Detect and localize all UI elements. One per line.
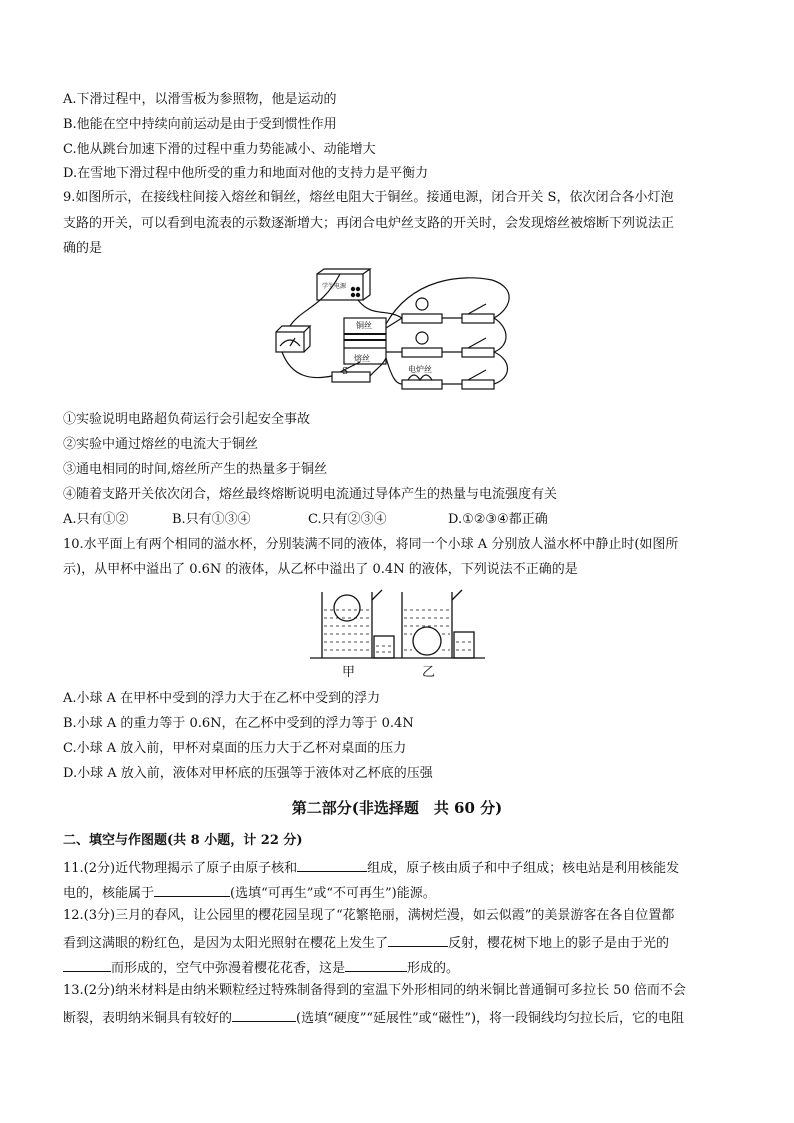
q9-statement-3: ③通电相同的时间,熔丝所产生的热量多于铜丝: [63, 462, 328, 477]
q10-cups-figure: [310, 586, 485, 682]
q10-stem-line2: 示)，从甲杯中溢出了 0.6N 的液体，从乙杯中溢出了 0.4N 的液体，下列说法不正确的是: [63, 562, 578, 577]
q12-blank-3[interactable]: [345, 957, 407, 972]
part2-title: 第二部分(非选择题 共 60 分): [291, 799, 503, 817]
q9-statement-2: ②实验中通过熔丝的电流大于铜丝: [63, 437, 259, 452]
q10-stem-line1: 10.水平面上有两个相同的溢水杯，分别装满不同的液体，将同一个小球 A 分别放人溢水杯中静止时(如图所: [63, 537, 679, 552]
q11-blank-2[interactable]: [154, 882, 230, 897]
q11-text-3: 电的，核能属于: [63, 886, 155, 901]
label-switch-s: S: [342, 367, 349, 377]
q13-text-3: (选填“硬度”“延展性”或“磁性”)，将一段铜线均匀拉长后，它的电阻: [296, 1011, 685, 1026]
q9-stem-line3: 确的是: [63, 241, 103, 256]
label-power-supply: 学生电源: [322, 283, 347, 290]
q9-option-b: B.只有①③④: [172, 512, 251, 527]
q12-blank-1[interactable]: [388, 932, 448, 947]
q9-statement-1: ①实验说明电路超负荷运行会引起安全事故: [63, 412, 311, 427]
q12-text-4: 而形成的，空气中弥漫着樱花花香，这是: [111, 961, 346, 976]
label-fuse: 熔丝: [354, 354, 370, 363]
q9-statement-4: ④随着支路开关依次闭合，熔丝最终熔断说明电流通过导体产生的热量与电流强度有关: [63, 487, 558, 502]
q9-stem-line1: 9.如图所示，在接线柱间接入熔丝和铜丝，熔丝电阻大于铜丝。接通电源，闭合开关 S，依次闭合各小灯泡: [63, 190, 674, 205]
ammeter: [276, 332, 304, 352]
q12-blank-2[interactable]: [63, 957, 111, 972]
q8-option-b: B.他能在空中持续向前运动是由于受到惯性作用: [63, 117, 337, 132]
label-copper: 铜丝: [356, 321, 372, 330]
q9-option-d: D.①②③④都正确: [448, 512, 548, 527]
q12-text-2: 看到这满眼的粉红色，是因为太阳光照射在樱花上发生了: [63, 936, 389, 951]
q9-stem-line2: 支路的开关，可以看到电流表的示数逐渐增大；再闭合电炉丝支路的开关时，会发现熔丝被熔断下列说法正: [63, 216, 675, 231]
q11-text-2: 组成，原子核由质子和中子组成；核电站是利用核能发: [367, 861, 680, 876]
q13-text-2: 断裂，表明纳米铜具有较好的: [63, 1011, 233, 1026]
q12-line3: [63, 957, 459, 978]
q12-text-3: 反射，樱花树下地上的影子是由于光的: [448, 936, 670, 951]
q13-line1: 13.(2分)纳米材料是由纳米颗粒经过特殊制备得到的室温下外形相同的纳米铜比普通铜可多拉长 50 倍而不会: [63, 983, 686, 998]
q9-circuit-figure: [262, 268, 524, 394]
q10-option-b: B.小球 A 的重力等于 0.6N，在乙杯中受到的浮力等于 0.4N: [63, 716, 414, 731]
q8-option-a: A.下滑过程中，以滑雪板为参照物，他是运动的: [63, 92, 337, 107]
label-heater: 电炉丝: [408, 365, 432, 374]
q11-line2: [63, 882, 436, 903]
q9-option-c: C.只有②③④: [308, 512, 387, 527]
q10-option-a: A.小球 A 在甲杯中受到的浮力大于在乙杯中受到的浮力: [63, 691, 381, 706]
q13-blank-1[interactable]: [232, 1007, 296, 1022]
q12-line2: [63, 932, 669, 953]
q10-option-c: C.小球 A 放入前，甲杯对桌面的压力大于乙杯对桌面的压力: [63, 741, 407, 756]
cup-label-yi: 乙: [422, 665, 436, 680]
q8-option-d: D.在雪地下滑过程中他所受的重力和地面对他的支持力是平衡力: [63, 166, 429, 181]
q11-line1: [63, 857, 679, 878]
q12-text-5: 形成的。: [407, 961, 460, 976]
q11-blank-1[interactable]: [297, 857, 367, 872]
q11-text-4: (选填“可再生”或“不可再生”)能源。: [230, 886, 436, 901]
q8-option-c: C.他从跳台加速下滑的过程中重力势能减小、动能增大: [63, 142, 376, 157]
q11-text-1: 11.(2分)近代物理揭示了原子由原子核和: [63, 861, 298, 876]
q12-line1: 12.(3分)三月的春风，让公园里的樱花园呈现了“花繁艳丽，满树烂漫，如云似霞”的美景游客在各自位置都: [63, 908, 675, 923]
cup-label-jia: 甲: [342, 665, 356, 680]
q10-option-d: D.小球 A 放入前，液体对甲杯底的压强等于液体对乙杯底的压强: [63, 766, 433, 781]
q9-option-a: A.只有①②: [63, 512, 129, 527]
section-heading: 二、填空与作图题(共 8 小题，计 22 分): [63, 833, 303, 848]
q13-line2: [63, 1007, 684, 1028]
